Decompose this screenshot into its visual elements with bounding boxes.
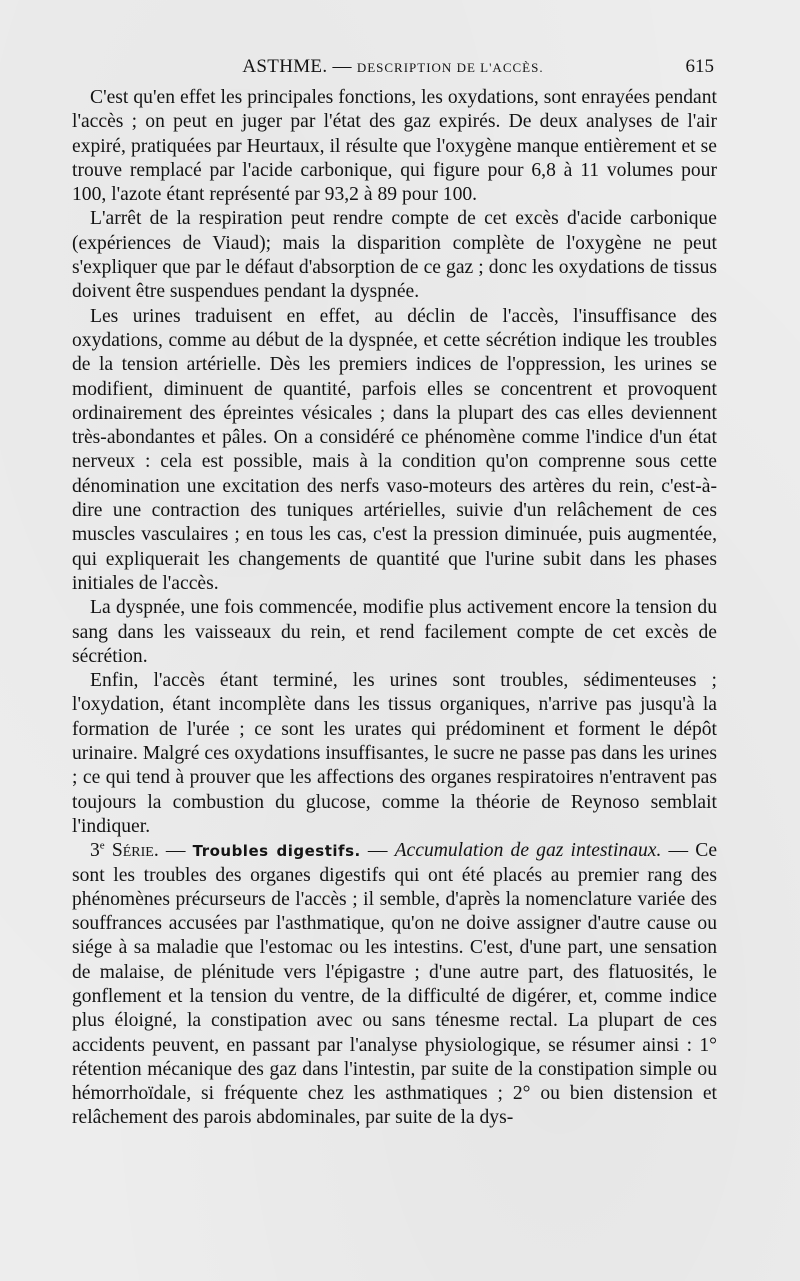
series-number-sup: e (99, 839, 105, 852)
paragraph-arret-respiration: L'arrêt de la respiration peut rendre compte de cet excès d'acide carbonique (expériences de Viaud); mais la disparition complète de l'oxygène ne peut s'expliquer que par le défaut d'absorption de ce gaz ; donc les oxydations de tissus doivent être suspendues pendant la dyspnée. (72, 208, 717, 303)
body-text (72, 86, 717, 1131)
running-header (72, 56, 714, 84)
series-label: Série. (111, 840, 159, 862)
series-text: Ce sont les troubles des organes digestifs qui ont été placés au premier rang des phénomènes précurseurs de l'accès ; il semble, d'après la nomenclature variée des souffrances accusées par l'asthmatique, qu'on ne doive assigner d'autre cause ou siége à sa maladie que l'estomac ou les intestins. C'est, d'une part, une sensation de malaise, de plénitude vers l'épigastre ; d'une autre part, des flatuosités, le gonflement et la tension du ventre, de la difficulté de digérer, et, comme indice plus éloigné, la constipation avec ou sans ténesme rectal. La plupart de ces accidents peuvent, en passant par l'analyse physiologique, se résumer ainsi : 1° rétention mécanique des gaz dans l'intestin, par suite de la constipation simple ou hémorrhoïdale, si fréquente chez les asthmatiques ; 2° ou bien distension et relâchement des parois abdominales, par suite de la dys- (72, 840, 718, 1129)
page-number: 615 (685, 56, 714, 77)
running-title-separator: — (332, 56, 352, 77)
paragraph-enfin: Enfin, l'accès étant terminé, les urines sont troubles, sédimenteuses ; l'oxydation, étant incomplète dans les tissus organiques, n'arrive pas jusqu'à la formation de l'urée ; ce sont les urates qui prédominent et forment le dépôt urinaire. Malgré ces oxydations insuffisantes, le sucre ne passe pas dans les urines ; ce qui tend à prouver que les affections des organes respiratoires n'entravent pas toujours la combustion du glucose, comme la théorie de Reynoso semblait l'indiquer. (72, 670, 717, 837)
paragraph-oxydations: C'est qu'en effet les principales fonctions, les oxydations, sont enrayées pendant l'accès ; on peut en juger par l'état des gaz expirés. De deux analyses de l'air expiré, pratiquées par Heurtaux, il résulte que l'oxygène manque entièrement et se trouve remplacé par l'acide carbonique, qui figure pour 6,8 à 11 volumes pour 100, l'azote étant représenté par 93,2 à 89 pour 100. (72, 87, 717, 206)
series-subtitle: Accumulation de gaz intestinaux. (394, 840, 662, 862)
running-title (72, 56, 714, 78)
running-title-main: ASTHME. (242, 56, 328, 77)
series-dash-2: — (367, 840, 388, 862)
series-number: 3 (90, 840, 100, 862)
series-title: Troubles digestifs. (192, 842, 361, 861)
series-dash-3: — (668, 840, 689, 862)
paragraph-dyspnee: La dyspnée, une fois commencée, modifie plus activement encore la tension du sang dans les vaisseaux du rein, et rend facilement compte de cet excès de sécrétion. (72, 597, 717, 667)
running-title-sub: DESCRIPTION DE L'ACCÈS. (356, 60, 544, 75)
series-dash: — (165, 840, 186, 862)
paragraph-urines: Les urines traduisent en effet, au déclin de l'accès, l'insuffisance des oxydations, comme au début de la dyspnée, et cette sécrétion indique les troubles de la tension artérielle. Dès les premiers indices de l'oppression, les urines se modifient, diminuent de quantité, parfois elles se concentrent et provoquent ordinairement des épreintes vésicales ; dans la plupart des cas elles deviennent très-abondantes et pâles. On a considéré ce phénomène comme l'indice d'un état nerveux : cela est possible, mais à la condition qu'on comprenne sous cette dénomination une excitation des nerfs vaso-moteurs des artères du rein, c'est-à-dire une contraction des tuniques artérielles, suivie d'un relâchement de ces muscles vasculaires ; en tous les cas, c'est la pression diminuée, puis augmentée, qui expliquerait les changements de quantité que l'urine subit dans les phases initiales de l'accès. (72, 305, 717, 594)
paragraph-series-3 (72, 839, 717, 1131)
